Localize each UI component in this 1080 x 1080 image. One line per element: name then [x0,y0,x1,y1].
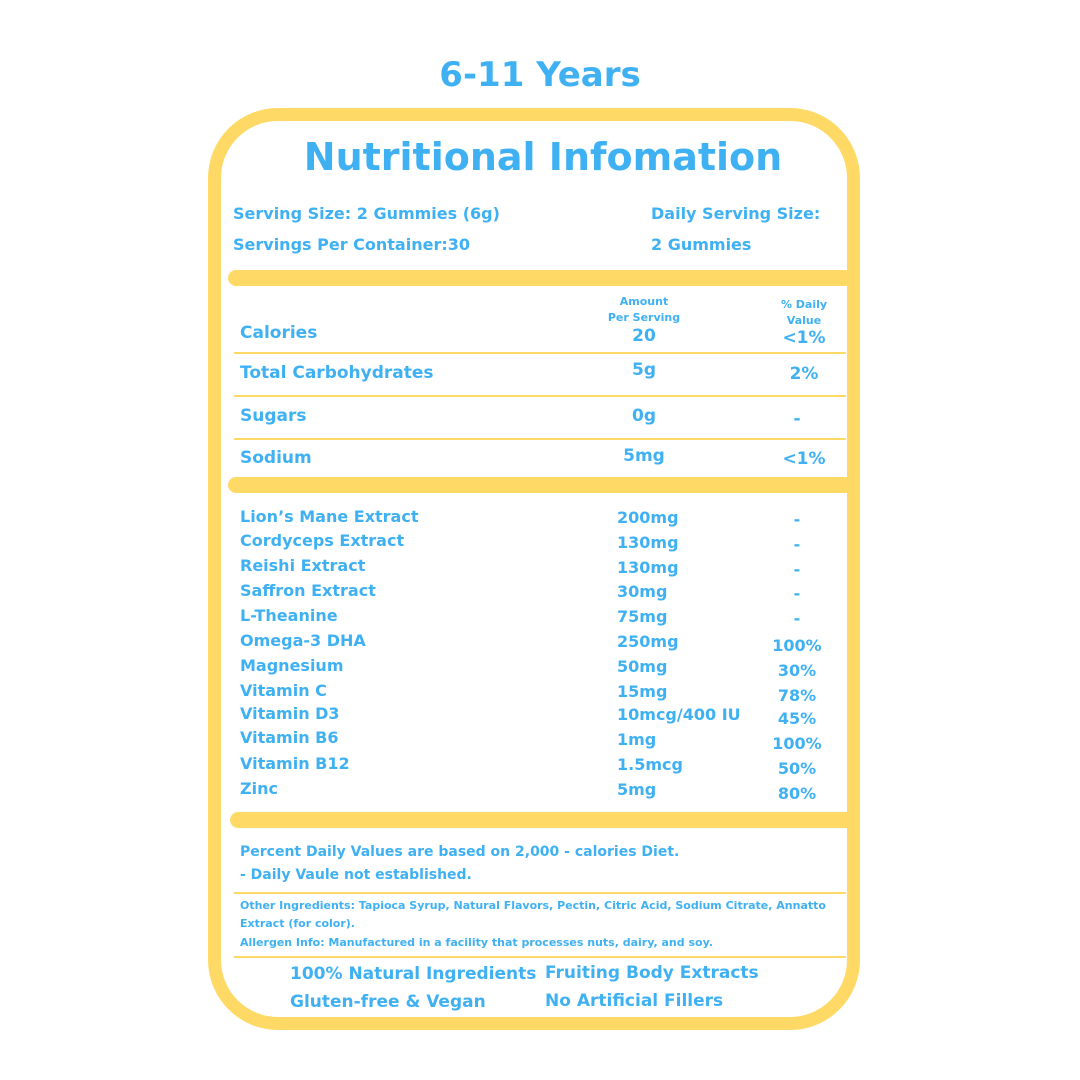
ingredient-name: Magnesium [240,656,344,675]
ingredient-amount: 1mg [617,730,657,749]
ingredient-name: Saffron Extract [240,581,376,600]
daily-values-note: Percent Daily Values are based on 2,000 - calories Diet. [240,844,680,860]
ingredient-name: Vitamin C [240,681,327,700]
nutrient-amount: 0g [632,406,656,426]
nutrient-daily-value: 2% [789,364,819,384]
ingredient-amount: 130mg [617,558,679,577]
other-ingredients-note: Other Ingredients: Tapioca Syrup, Natural Flavors, Pectin, Citric Acid, Sodium Citrate, Annatto Extract (for color). [240,899,826,930]
age-range-heading: 6-11 Years [439,55,641,95]
nutrient-name: Total Carbohydrates [240,363,434,383]
row-divider [234,352,846,354]
ingredient-amount: 1.5mcg [617,755,683,774]
ingredient-amount: 75mg [617,607,668,626]
row-divider [234,892,846,894]
ingredient-amount: 130mg [617,533,679,552]
ingredient-daily-value: 78% [777,686,817,705]
nutrient-daily-value: - [793,409,801,429]
ingredient-daily-value: 45% [777,709,817,728]
ingredient-daily-value: - [793,535,801,554]
label-title: Nutritional Infomation [303,135,783,179]
ingredient-daily-value: 30% [777,661,817,680]
ingredient-daily-value: - [793,560,801,579]
ingredient-name: Lion’s Mane Extract [240,507,419,526]
ingredient-name: Zinc [240,779,278,798]
ingredient-daily-value: - [793,584,801,603]
serving-size: Serving Size: 2 Gummies (6g) [233,204,500,223]
nutrient-amount: 20 [632,326,656,346]
row-divider [234,395,846,397]
amount-header-line1: Amount [619,295,669,308]
divider-bar [228,477,853,493]
nutrient-amount: 5mg [623,446,665,466]
ingredient-amount: 10mcg/400 IU [617,705,741,724]
not-established-note: - Daily Vaule not established. [240,867,472,883]
servings-per-container: Servings Per Container:30 [233,235,471,254]
row-divider [234,438,846,440]
nutrient-name: Calories [240,323,318,343]
ingredient-name: Vitamin B6 [240,728,339,747]
ingredient-name: Omega-3 DHA [240,631,366,650]
amount-column-header [604,294,684,326]
ingredient-name: Vitamin B12 [240,754,350,773]
ingredient-amount: 5mg [617,780,657,799]
nutrient-name: Sodium [240,448,312,468]
ingredient-amount: 200mg [617,508,679,527]
ingredient-daily-value: - [793,510,801,529]
nutrient-name: Sugars [240,406,307,426]
amount-header-line2: Per Serving [607,311,681,324]
feature-natural: 100% Natural Ingredients [290,964,537,984]
ingredient-daily-value: 80% [777,784,817,803]
daily-serving-value: 2 Gummies [651,235,752,254]
feature-fruiting-body: Fruiting Body Extracts [545,963,759,983]
ingredient-daily-value: - [793,609,801,628]
daily-serving-label: Daily Serving Size: [651,204,821,223]
ingredient-name: L-Theanine [240,606,338,625]
ingredient-daily-value: 100% [772,734,822,753]
nutrient-daily-value: <1% [782,449,826,469]
feature-gluten-free: Gluten-free & Vegan [290,992,486,1012]
ingredient-amount: 50mg [617,657,668,676]
divider-bar [228,270,853,286]
ingredient-name: Reishi Extract [240,556,366,575]
daily-value-column-header [764,297,844,329]
daily-header-line2: Value [786,314,822,327]
ingredient-amount: 250mg [617,632,679,651]
ingredient-amount: 30mg [617,582,668,601]
ingredient-daily-value: 100% [772,636,822,655]
ingredient-name: Vitamin D3 [240,704,340,723]
ingredient-amount: 15mg [617,682,668,701]
daily-header-line1: % Daily [780,298,828,311]
feature-no-fillers: No Artificial Fillers [545,991,724,1011]
allergen-note: Allergen Info: Manufactured in a facility that processes nuts, dairy, and soy. [240,936,713,949]
ingredient-daily-value: 50% [777,759,817,778]
ingredient-name: Cordyceps Extract [240,531,405,550]
row-divider [234,956,846,958]
divider-bar [230,812,856,828]
nutrient-amount: 5g [632,360,656,380]
nutrient-daily-value: <1% [782,328,826,348]
